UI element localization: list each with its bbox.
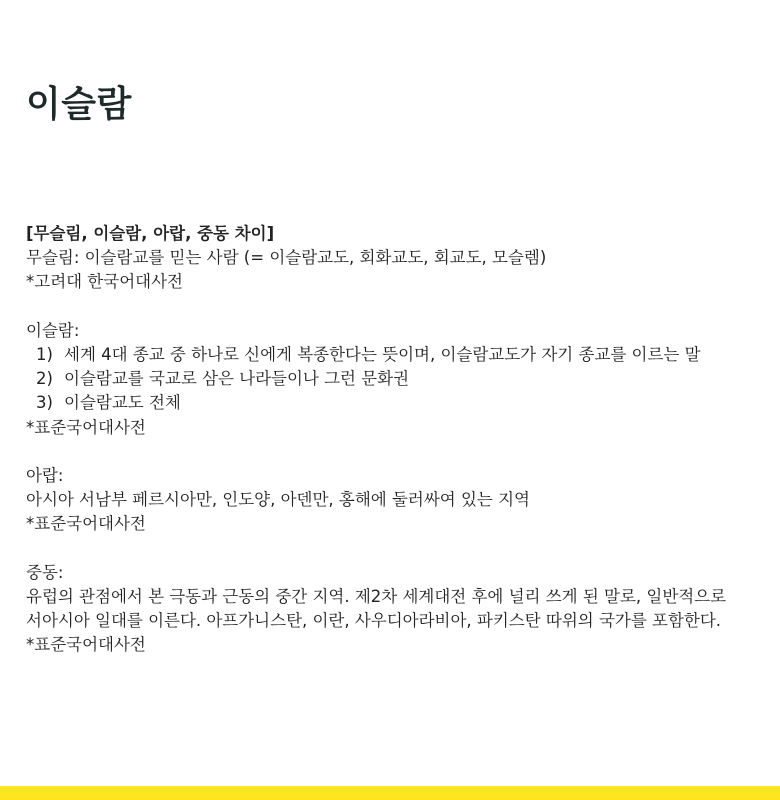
- islam-definition-list: [26, 343, 746, 416]
- section-heading: [무슬림, 이슬람, 아랍, 중동 차이]: [26, 224, 275, 243]
- list-item-text: 이슬람교를 국교로 삼은 나라들이나 그런 문화권: [64, 369, 410, 389]
- list-item-number: 1): [36, 345, 53, 364]
- spacer: [26, 295, 746, 319]
- list-item-number: 2): [36, 369, 53, 389]
- arab-source: *표준국어대사전: [26, 514, 146, 534]
- spacer: [26, 440, 746, 464]
- accent-bar: [0, 786, 780, 800]
- middle-east-label: 중동:: [26, 562, 64, 582]
- list-item-text: 이슬람교도 전체: [64, 393, 181, 413]
- list-item-text: 세계 4대 종교 중 하나로 신에게 복종한다는 뜻이며, 이슬람교도가 자기 종교를 이르는 말: [64, 345, 701, 364]
- muslim-source: *고려대 한국어대사전: [26, 272, 183, 292]
- arab-definition: 아시아 서남부 페르시아만, 인도양, 아덴만, 홍해에 둘러싸여 있는 지역: [26, 490, 530, 510]
- muslim-definition: 무슬림: 이슬람교를 믿는 사람 (= 이슬람교도, 회화교도, 회교도, 모슬렘): [26, 248, 547, 268]
- document-body: [26, 222, 746, 658]
- middle-east-definition: 유럽의 관점에서 본 극동과 근동의 중간 지역. 제2차 세계대전 후에 널리 쓰게 된 말로, 일반적으로 서아시아 일대를 이른다. 아프가니스탄, 이란, 사우디아라비아, 파키스탄 따위의 국가를 포함한다.: [26, 587, 727, 631]
- list-item: [26, 391, 746, 415]
- page-title: 이슬람: [26, 84, 132, 125]
- spacer: [26, 537, 746, 561]
- list-item: [26, 367, 746, 391]
- list-item: [26, 343, 746, 367]
- arab-label: 아랍:: [26, 466, 64, 485]
- list-item-number: 3): [36, 393, 53, 413]
- islam-label: 이슬람:: [26, 320, 80, 340]
- islam-source: *표준국어대사전: [26, 417, 146, 437]
- middle-east-source: *표준국어대사전: [26, 635, 146, 655]
